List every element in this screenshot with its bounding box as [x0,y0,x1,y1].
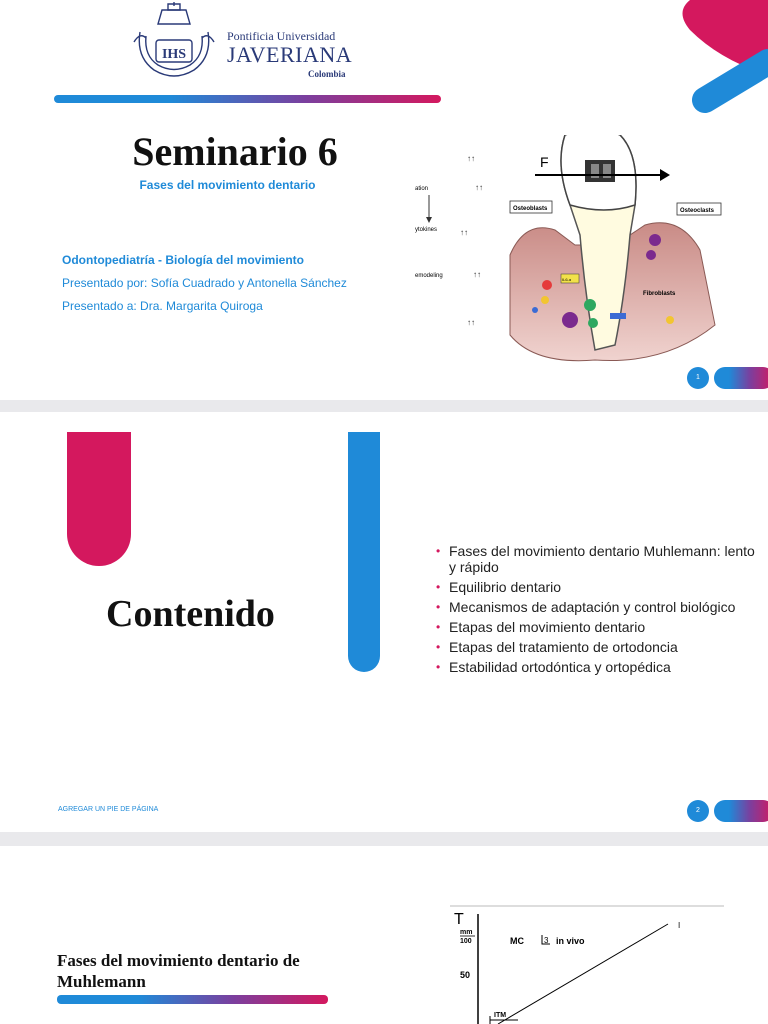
force-label: F [540,154,549,170]
list-item: • Estabilidad ortodóntica y ortopédica [436,659,756,675]
blue-accent-shape [348,432,380,672]
osteoblasts-label: Osteoblasts [513,206,548,212]
legend-suffix: in vivo [556,936,585,946]
arrows-up-icons [460,154,483,327]
page-pill-decoration [714,800,768,822]
y-unit-top: mm [460,929,473,936]
remodeling-label: emodeling [415,273,443,279]
list-item: • Fases del movimiento dentario Muhlemann: lento y rápido [436,543,756,575]
svg-text:↑↑: ↑↑ [473,270,481,279]
page-number-badge: 1 [687,367,709,389]
displacement-graph [446,904,726,1024]
blue-slash [705,62,768,100]
university-name-line2: JAVERIANA [227,42,353,67]
list-item: • Etapas del tratamiento de ortodoncia [436,639,756,655]
list-item: • Etapas del movimiento dentario [436,619,756,635]
il-label: IL6-α [562,277,572,282]
footer-text: AGREGAR UN PIE DE PÁGINA [58,806,159,813]
ation-label: ation [415,186,429,192]
cytokines-label: ytokines [415,227,438,233]
university-name-line1: Pontificia Universidad [227,29,336,43]
pink-accent-shape [67,432,131,566]
svg-text:↑↑: ↑↑ [460,228,468,237]
title-accent-bar [54,95,441,103]
list-item: • Equilibrio dentario [436,579,756,595]
crest-icon [132,2,216,82]
tooth-movement-figure [415,135,725,365]
series-end-mark: I [678,921,681,930]
university-logo [132,2,352,82]
presented-by: Presentado por: Sofía Cuadrado y Antonella Sánchez [62,276,347,290]
presented-to: Presentado a: Dra. Margarita Quiroga [62,299,263,313]
fibroblasts-label: Fibroblasts [643,291,676,297]
contents-list [436,543,756,679]
itm-label: ITM [494,1012,507,1019]
slide-subtitle: Fases del movimiento dentario [139,178,316,192]
legend-prefix: MC [510,936,524,946]
page-pill-decoration [714,367,768,389]
osteoclasts-label: Osteoclasts [680,208,715,214]
svg-text:↑↑: ↑↑ [475,183,483,192]
y-unit-bottom: 100 [460,938,472,945]
slide-3 [0,846,768,1024]
y-axis-label: T [454,911,464,928]
contents-title: Contenido [106,593,275,635]
crest-text: IHS [161,47,187,62]
course-name: Odontopediatría - Biología del movimiento [62,253,305,267]
svg-text:↑↑: ↑↑ [467,154,475,163]
svg-text:↑↑: ↑↑ [467,318,475,327]
slide-1 [0,0,768,400]
slide-2 [0,412,768,832]
university-country: Colombia [308,69,346,79]
slide-title: Fases del movimiento dentario de Muhlemann [57,951,300,991]
title-accent-bar [57,995,328,1004]
legend-tooth: 3 [544,936,549,945]
slide-title: Seminario 6 [132,129,338,174]
list-item: • Mecanismos de adaptación y control biológico [436,599,756,615]
page-number-badge: 2 [687,800,709,822]
tick-label-50: 50 [460,970,471,980]
